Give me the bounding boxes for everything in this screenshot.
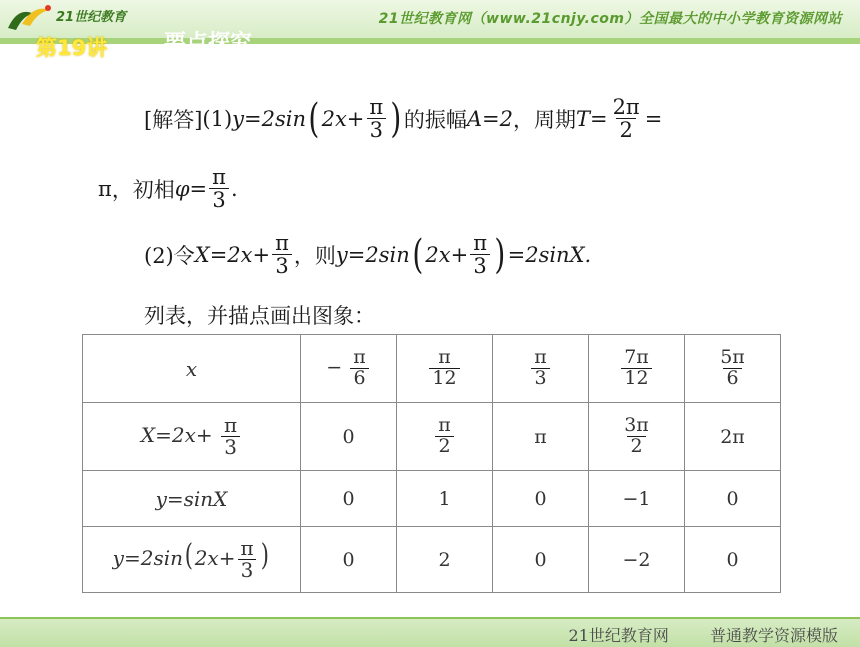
denominator: 3 [470, 254, 489, 277]
fraction-phase [209, 166, 229, 211]
footer-bar [0, 617, 860, 647]
header-divider [0, 38, 860, 44]
y-cell-5: 0 [685, 527, 781, 593]
table-row-y [83, 527, 781, 593]
X-cell-1: 0 [301, 403, 397, 471]
table-row-sinX [83, 471, 781, 527]
x-cell-2: $\frac{\pi}{12}$ [397, 335, 493, 403]
footer-site: 21世纪教育网 [568, 626, 669, 645]
denominator: 3 [209, 188, 228, 211]
part-label: (1) [202, 106, 233, 131]
function-lhs: y=2sin [335, 242, 410, 267]
numerator: π [212, 165, 226, 189]
function-lhs: y=2sin [232, 106, 306, 131]
right-paren: ) [390, 95, 402, 142]
period-text: ，周期 [512, 107, 576, 132]
fraction-pi-3 [272, 232, 292, 277]
left-paren: ( [308, 95, 320, 142]
x-cell-4: $\frac{7\pi}{12}$ [589, 335, 685, 403]
table-row-X [83, 403, 781, 471]
y-cell-3: 0 [493, 527, 589, 593]
right-paren: ) [494, 231, 506, 278]
sin-cell-5: 0 [685, 471, 781, 527]
phase-var: φ= [174, 176, 208, 201]
lecture-label: 第19讲 [36, 36, 108, 60]
solution-line-2 [98, 166, 238, 211]
row-label-x: x [83, 335, 301, 403]
amplitude-value: A=2 [466, 106, 513, 131]
top-banner [0, 0, 860, 40]
value-table [82, 334, 781, 593]
row-label-sinX: y=sinX [83, 471, 301, 527]
function-arg: 2x+ [321, 106, 365, 131]
y-cell-2: 2 [397, 527, 493, 593]
x-cell-5: $\frac{5\pi}{6}$ [685, 335, 781, 403]
period-var: T= [575, 106, 608, 131]
section-title [164, 26, 252, 40]
equals-sign: = [644, 106, 663, 131]
denominator: 3 [272, 254, 291, 277]
answer-prefix: [解答] [144, 107, 203, 132]
sin-cell-2: 1 [397, 471, 493, 527]
x-cell-3: $\frac{\pi}{3}$ [493, 335, 589, 403]
table-row-x [83, 335, 781, 403]
x-cell-1: − $\frac{\pi}{6}$ [301, 335, 397, 403]
numerator: 2π [612, 95, 640, 119]
function-rhs: =2sinX. [507, 242, 592, 267]
X-cell-5: 2π [685, 403, 781, 471]
period-mark: . [230, 176, 238, 201]
part-label: (2)令 [144, 243, 195, 268]
function-arg: 2x+ [425, 242, 469, 267]
logo-text: 21世纪教育 [56, 10, 127, 25]
amplitude-text: 的振幅 [403, 107, 467, 132]
X-cell-4: $\frac{3\pi}{2}$ [589, 403, 685, 471]
row-label-y: y=2sin(2x+ $\frac{\pi}{3}$ ) [83, 527, 301, 593]
site-logo [4, 0, 164, 34]
fraction-2pi-2 [610, 96, 643, 141]
y-cell-4: −2 [589, 527, 685, 593]
phase-text: ，初相 [111, 177, 175, 202]
pi-value: π [98, 176, 112, 201]
solution-line-4: 列表，并描点画出图象： [144, 304, 375, 328]
site-banner: 21世纪教育网（www.21cnjy.com）全国最大的中小学教育资源网站 [378, 11, 842, 27]
denominator: 3 [367, 118, 386, 141]
fraction-pi-3 [366, 96, 386, 141]
sin-cell-4: −1 [589, 471, 685, 527]
numerator: π [473, 231, 487, 255]
denominator: 2 [616, 118, 635, 141]
footer-template: 普通教学资源模版 [709, 626, 838, 645]
solution-line-3 [144, 232, 591, 277]
X-cell-3: π [493, 403, 589, 471]
numerator: π [275, 231, 289, 255]
solution-line-1 [144, 96, 662, 141]
sin-cell-3: 0 [493, 471, 589, 527]
sin-cell-1: 0 [301, 471, 397, 527]
fraction-pi-3 [470, 232, 490, 277]
substitution-lhs: X=2x+ [194, 242, 271, 267]
left-paren: ( [412, 231, 424, 278]
logo-mark-icon [4, 0, 64, 34]
then-text: ，则 [293, 243, 336, 268]
footer-text [533, 623, 838, 646]
X-cell-2: $\frac{\pi}{2}$ [397, 403, 493, 471]
numerator: π [369, 95, 384, 119]
row-label-X: X=2x+ $\frac{\pi}{3}$ [83, 403, 301, 471]
y-cell-1: 0 [301, 527, 397, 593]
